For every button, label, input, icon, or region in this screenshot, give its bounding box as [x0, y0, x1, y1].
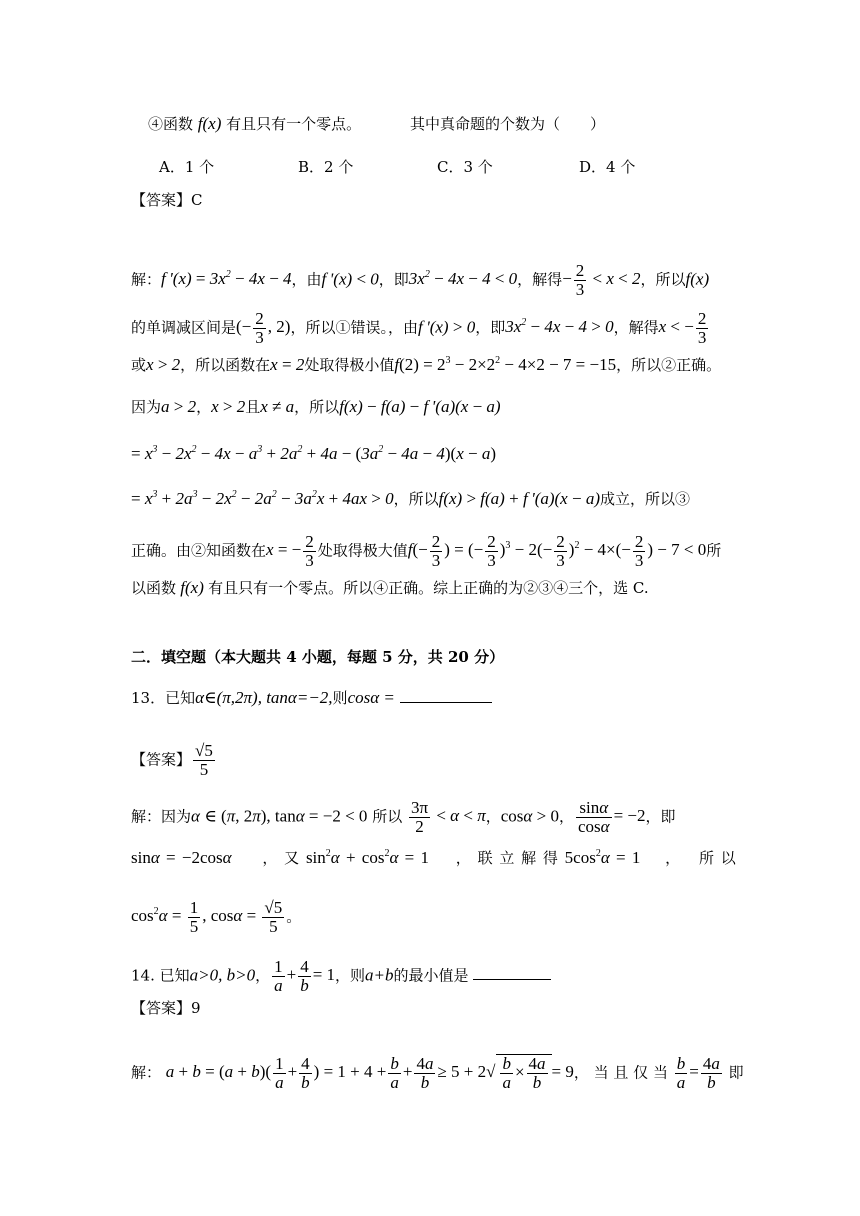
text: ，即: [378, 270, 409, 289]
text: 所: [706, 541, 722, 560]
item4-rest: 有且只有一个零点。: [226, 115, 362, 133]
formula: x ≠ a: [260, 397, 295, 416]
text: 处取得极小值: [304, 356, 395, 374]
formula: x > 2: [146, 355, 181, 374]
answer-numerator: √5: [195, 741, 213, 760]
formula: cosα > 0: [500, 806, 559, 826]
q12-solution-line4: 因为a > 2，x > 2且x ≠ a，所以f(x) − f(a) − f '(a)(x − a): [131, 397, 501, 416]
answer-denominator: 5: [199, 760, 209, 779]
text: 联 立 解 得: [477, 849, 558, 867]
q14-solution: [131, 1054, 744, 1092]
formula: f(− $\frac{2}{3}$ ) = (− $\frac{2}{3}$ )$^3$ − 2(− $\frac{2}{3}$ )$^2$ − 4×(− $\frac{2}{3}$ ) − 7 < 0: [407, 532, 707, 570]
formula: α ∈ (π, 2π), tanα = −2 < 0: [191, 806, 368, 826]
q12-question: 其中真命题的个数为（ ）: [410, 115, 606, 133]
q12-solution-line5: [131, 444, 496, 464]
text: 或: [131, 356, 147, 374]
text: 有且只有一个零点。所以④正确。综上正确的为②③④三个，选 C.: [208, 579, 649, 597]
text: ，所以: [393, 490, 439, 508]
formula: f '$(x) = 3x^2 - 4x - 4$: [161, 269, 292, 289]
answer-fraction: [193, 742, 215, 779]
formula: $\frac{1}{a}$ + $\frac{4}{b}$ = 1: [274, 957, 336, 995]
condition: α∈(π,2π), tanα=−2,: [195, 688, 333, 707]
text: ，所以函数在: [180, 356, 271, 374]
formula: $\frac{3\pi}{2}$ < α < π: [410, 798, 486, 836]
text: 解：因为: [131, 807, 192, 826]
formula: $3x^2 - 4x - 4 > 0$: [505, 317, 614, 337]
q12-item4-line: [148, 114, 361, 134]
formula: a > 2: [161, 397, 197, 416]
answer-blank: [400, 702, 492, 703]
text: 因为: [131, 398, 162, 416]
text: ，所以①错误。，由: [290, 318, 418, 337]
formula: $\sin^2\alpha + \cos^2\alpha = 1$: [305, 848, 429, 867]
text: ，即: [645, 807, 676, 826]
formula: f(x) > f(a) + f '(a)(x − a): [438, 489, 600, 508]
question-number: 13．已知: [131, 689, 196, 707]
text: 正确。由②知函数在: [131, 541, 267, 560]
text: ，由: [291, 270, 322, 289]
formula: x < − $\frac{2}{3}$: [658, 309, 707, 347]
formula: f(x): [176, 578, 209, 597]
formula: x = − $\frac{2}{3}$: [266, 532, 314, 570]
ask: cosα =: [347, 688, 395, 707]
text: 以函数: [131, 579, 177, 597]
formula: f(x) − f(a) − f '(a)(x − a): [339, 397, 501, 416]
text: 所 以: [698, 849, 736, 867]
formula: x > 2: [211, 397, 246, 416]
text: 。: [286, 907, 302, 926]
text: ，则: [335, 966, 366, 985]
formula: (− $\frac{2}{3}$ , 2): [236, 309, 291, 347]
ask: a+b: [365, 965, 394, 985]
item4-label: ④函数: [148, 115, 194, 133]
text: ，解得: [517, 270, 563, 289]
q14-answer: 【答案】9: [131, 999, 201, 1017]
formula: x = 2: [270, 355, 305, 374]
item4-fx: f(x): [197, 114, 222, 133]
text: ，所以②正确。: [616, 356, 722, 374]
text: 处取得极大值: [317, 541, 408, 560]
formula: f(x): [685, 269, 710, 289]
answer-label: 【答案】: [131, 750, 192, 769]
option-b: B．2 个: [298, 158, 354, 176]
text: 则: [332, 689, 348, 707]
formula: = $x^3 + 2a^3 - 2x^2 - 2a^2 - 3a^2x + 4ax > 0$: [131, 489, 394, 508]
condition: a>0, b>0: [189, 965, 256, 985]
question-number: 14. 已知: [131, 966, 190, 985]
formula: f '(x) < 0: [321, 269, 379, 289]
text: 的单调减区间是: [131, 318, 237, 337]
text: 所以: [372, 807, 403, 826]
q13-solution-line2: sinα = −2cosα ， 又 $\sin^2\alpha + \cos^2\alpha = 1$ ， 联 立 解 得 $5\cos^2\alpha = 1$ ， 所 以: [131, 848, 736, 867]
q12-solution-line8: [131, 578, 649, 598]
text: ，所以: [640, 270, 686, 289]
q12-solution-line2: [131, 310, 710, 347]
formula: = $x^3 - 2x^2 - 4x - a^3 + 2a^2 + 4a - (3a^2 - 4a - 4)(x - a)$: [131, 444, 497, 463]
formula: $\frac{b}{a}$ = $\frac{4a}{b}$: [676, 1054, 720, 1092]
q13-solution-line1: 解：因为α ∈ (π, 2π), tanα = −2 < 0 所以 $\frac{3\pi}{2}$ < α < π，cosα > 0， $\frac{\sin\alpha}{\cos\alpha}$ = −2，即: [131, 798, 676, 836]
formula: $5\cos^2\alpha = 1$: [564, 848, 641, 867]
text: 成立，所以③: [600, 490, 691, 508]
formula: $3x^2 - 4x - 4 < 0$: [408, 269, 518, 289]
q13-solution-line3: [131, 899, 301, 936]
q12-solution-line7: [131, 533, 721, 570]
q12-answer: 【答案】C: [131, 191, 203, 209]
text: ， 当 且 仅 当: [573, 1063, 668, 1082]
option-d: D．4 个: [579, 158, 636, 176]
formula: $\frac{\sin\alpha}{\cos\alpha}$ = −2: [577, 798, 646, 836]
q12-solution-line1: [131, 262, 709, 299]
formula: − $\frac{2}{3}$ < x < 2: [562, 261, 641, 299]
answer-blank: [473, 979, 551, 980]
q13-question: [131, 688, 492, 708]
text: 的最小值是: [393, 966, 469, 985]
option-a: A．1 个: [159, 158, 215, 176]
formula: $f(2) = 2^3 - 2\times 2^2 - 4\times 2 - 7 = -15$: [394, 355, 617, 374]
formula: sinα = −2cosα: [131, 848, 232, 867]
q13-answer: [131, 742, 217, 779]
text: 即: [728, 1063, 744, 1082]
q12-solution-line3: [131, 355, 721, 375]
formula: $\cos^2\alpha$ = $\frac{1}{5}$ , cosα = $\frac{√5}{5}$: [131, 898, 283, 936]
text: 又: [284, 849, 300, 867]
option-c: C．3 个: [437, 158, 493, 176]
solution-prefix: 解：: [131, 270, 162, 289]
text: 且: [245, 398, 261, 416]
text: ，解得: [613, 318, 659, 337]
text: 解：: [131, 1063, 162, 1082]
q12-solution-line6: [131, 489, 690, 509]
text: ，所以: [294, 398, 340, 416]
q14-question: 14. 已知a>0, b>0， $\frac{1}{a}$ + $\frac{4}{b}$ = 1，则a+b的最小值是: [131, 958, 551, 995]
formula: a + b = (a + b)( $\frac{1}{a}$ + $\frac{4}{b}$ ) = 1 + 4 + $\frac{b}{a}$ + $\frac{4a}{b}$ ≥ 5 + 2√ $\frac{b}{a}$ × $\frac{4a}{b}$ = 9: [165, 1054, 574, 1092]
section-heading: 二．填空题（本大题共 4 小题，每题 5 分，共 20 分）: [131, 648, 505, 666]
formula: f '(x) > 0: [417, 317, 476, 337]
text: ，即: [475, 318, 506, 337]
